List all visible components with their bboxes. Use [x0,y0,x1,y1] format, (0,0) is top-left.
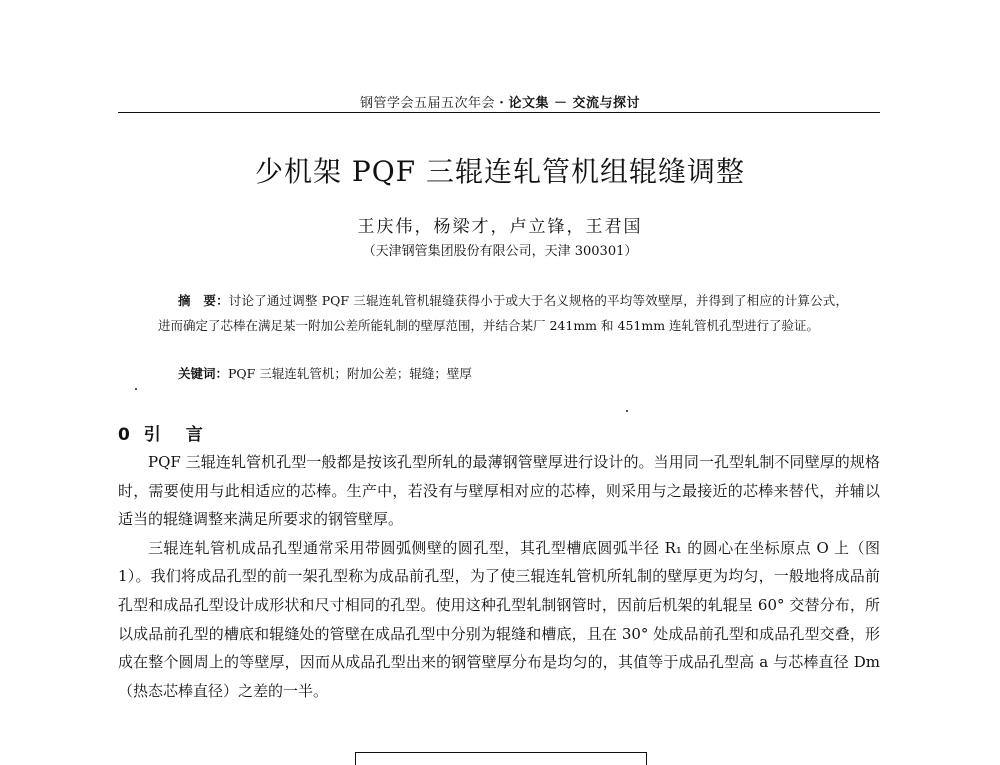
header-rule [118,112,880,113]
keywords-text: PQF 三辊连轧管机；附加公差；辊缝；壁厚 [228,366,472,381]
paragraph: PQF 三辊连轧管机孔型一般都是按该孔型所轧的最薄钢管壁厚进行设计的。当用同一孔型轧制不同壁厚的规格时，需要使用与此相适应的芯棒。生产中，若没有与壁厚相对应的芯棒，则采用与之最接近的芯棒来替代，并辅以适当的辊缝调整来满足所要求的钢管壁厚。 [118,453,880,529]
authors: 王庆伟，杨梁才，卢立锋，王君国 [357,217,643,237]
section-heading: 0 引 言 [118,425,207,445]
abstract [158,288,848,338]
abstract-text: 讨论了通过调整 PQF 三辊连轧管机辊缝获得小于或大于名义规格的平均等效壁厚，并得到了相应的计算公式，进而确定了芯棒在满足某一附加公差所能轧制的壁厚范围，并结合某厂 241mm 和 451mm 连轧管机孔型进行了验证。 [158,293,848,333]
scan-speck [135,388,137,390]
paper-title: 少机架 PQF 三辊连轧管机组辊缝调整 [254,155,746,188]
running-header [0,92,1000,111]
abstract-label: 摘 要： [178,293,229,308]
body-text [118,448,880,705]
running-header-bold: 论文集 － 交流与探讨 [508,96,641,111]
keywords-label: 关键词： [178,366,229,381]
scan-speck [626,410,628,412]
paragraph: 三辊连轧管机成品孔型通常采用带圆弧侧壁的圆孔型，其孔型槽底圆弧半径 R₁ 的圆心在坐标原点 O 上（图 1）。我们将成品孔型的前一架孔型称为成品前孔型，为了使三辊连轧管机所轧制的壁厚更为均匀，一般地将成品前孔型和成品孔型设计成形状和尺寸相同的孔型。使用这种孔型轧制钢管时，因前后机架的轧辊呈 60° 交替分布，所以成品前孔型的槽底和辊缝处的管壁在成品孔型中分别为辊缝和槽底，且在 30° 处成品前孔型和成品孔型交叠，形成在整个圆周上的等壁厚，因而从成品孔型出来的钢管壁厚分布是均匀的，其值等于成品孔型高 a 与芯棒直径 Dm（热态芯棒直径）之差的一半。 [118,538,880,700]
running-header-text: 钢管学会五届五次年会・ [359,96,509,111]
keywords [178,364,858,382]
affiliation: （天津钢管集团股份有限公司，天津 300301） [362,244,638,259]
figure-frame [355,752,647,765]
